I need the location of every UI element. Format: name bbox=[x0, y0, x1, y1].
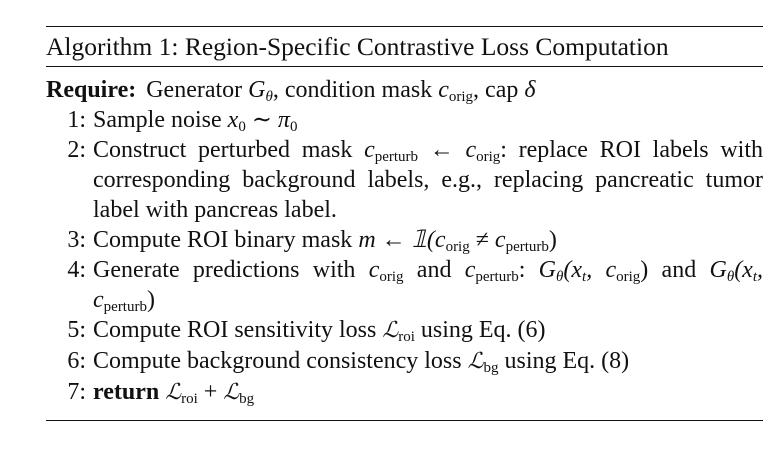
step-number: 3: bbox=[67, 227, 86, 253]
step-number: 1: bbox=[67, 107, 86, 133]
bottom-rule bbox=[46, 420, 763, 421]
orig-mask-symbol: $c_{orig}$ bbox=[368, 257, 404, 285]
require-line bbox=[46, 75, 763, 105]
step-6 bbox=[46, 346, 763, 377]
cap-symbol: δ bbox=[524, 77, 536, 103]
prediction-perturb-math: $G_\theta(x_t$, $c_{perturb}$) bbox=[93, 257, 764, 315]
step-1 bbox=[46, 105, 763, 135]
step-text: Sample noise $x_0$ ∼ $\pi_0$ bbox=[93, 107, 298, 135]
step-number: 2: bbox=[67, 137, 86, 163]
step-text: Compute ROI binary mask m ← $𝟙(c_{orig} \ne c_{perturb})$ bbox=[93, 227, 557, 255]
mask-symbol: $c_{orig}$ bbox=[438, 77, 474, 105]
caption-title: Region-Specific Contrastive Loss Computation bbox=[184, 32, 669, 61]
bg-loss-symbol: ℒ$_{bg}$ bbox=[467, 349, 499, 376]
step-5 bbox=[46, 315, 763, 346]
total-loss-math: ℒ$_{roi}$ + ℒ$_{bg}$ bbox=[165, 379, 255, 407]
step-text: Compute background consistency loss ℒ$_{bg}$ using Eq. (8) bbox=[93, 348, 630, 376]
return-keyword: return bbox=[93, 379, 160, 405]
roi-loss-symbol: ℒ$_{roi}$ bbox=[382, 318, 415, 345]
orig-mask-symbol: $c_{orig}$ bbox=[465, 137, 501, 165]
require-text-3: , cap bbox=[473, 77, 519, 103]
step-text: Compute ROI sensitivity loss ℒ$_{roi}$ using Eq. (6) bbox=[93, 317, 546, 345]
step-2 bbox=[46, 135, 763, 225]
require-text-2: , condition mask bbox=[272, 77, 433, 103]
step-number: 4: bbox=[67, 257, 86, 283]
perturbed-mask-symbol: $c_{perturb}$ bbox=[364, 137, 419, 165]
prediction-orig-math: $G_\theta(x_t$, $c_{orig}$) bbox=[538, 257, 649, 285]
algorithm-block bbox=[46, 26, 763, 421]
generator-symbol: $G_\theta$ bbox=[248, 77, 273, 105]
step-4 bbox=[46, 255, 763, 315]
noise-math: $x_0$ ∼ $\pi_0$ bbox=[227, 107, 298, 135]
assign-arrow: ← bbox=[429, 137, 454, 163]
require-keyword: Require: bbox=[46, 77, 137, 103]
step-text bbox=[86, 377, 763, 408]
algorithm-body bbox=[46, 67, 763, 408]
perturbed-mask-symbol: $c_{perturb}$ bbox=[464, 257, 519, 285]
step-number: 6: bbox=[67, 348, 86, 374]
binary-mask-math: m ← $𝟙(c_{orig} \ne c_{perturb})$ bbox=[358, 227, 557, 255]
algorithm-caption bbox=[46, 27, 763, 62]
step-7 bbox=[46, 377, 763, 408]
step-text: Construct perturbed mask $c_{perturb}$ ← $c_{orig}$: replace ROI labels with corresponding background labels, e.g., replacing pancreatic tumor label with pancreas label. bbox=[93, 137, 764, 223]
step-number: 5: bbox=[67, 317, 86, 343]
caption-label: Algorithm 1: bbox=[46, 32, 179, 61]
step-text: Generate predictions with $c_{orig}$ and $c_{perturb}$: $G_\theta(x_t$, $c_{orig}$) and $G_\theta(x_t$, $c_{perturb}$) bbox=[93, 257, 764, 315]
require-text-1: Generator bbox=[146, 77, 243, 103]
step-number: 7: bbox=[67, 379, 86, 405]
step-3 bbox=[46, 225, 763, 255]
